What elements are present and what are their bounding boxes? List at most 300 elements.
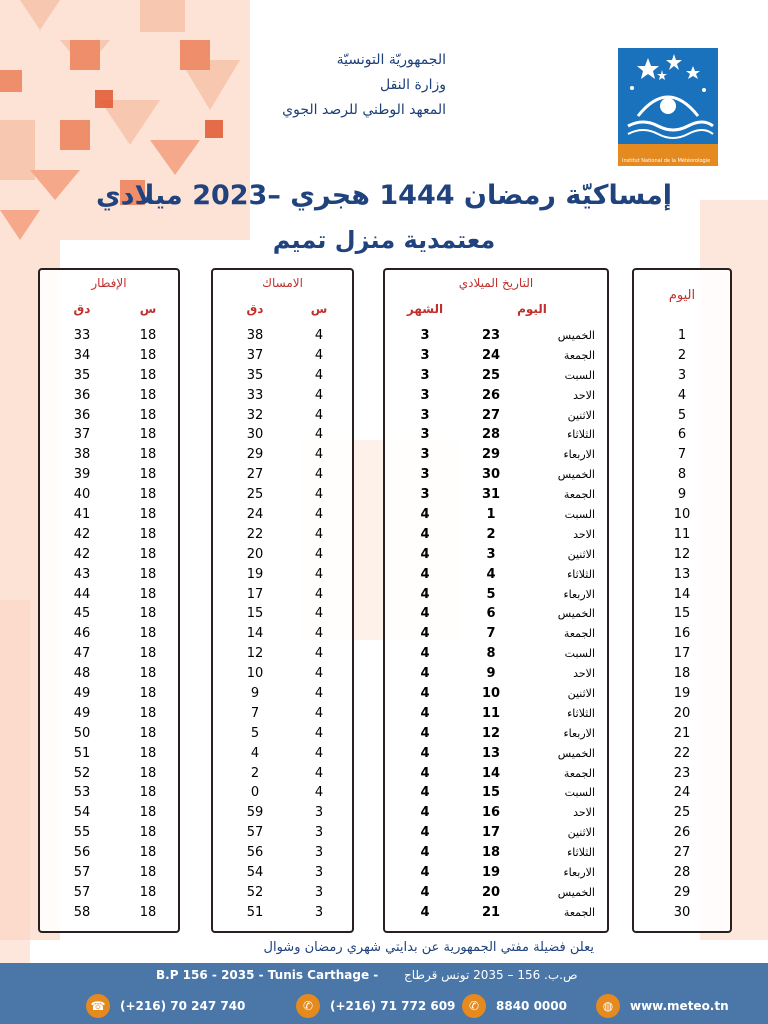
day-number: 6 [677,427,687,443]
day-number: 17 [673,646,691,662]
iftar-hour: 18 [139,626,157,642]
date-day: 23 [481,328,501,343]
date-month: 4 [420,805,430,821]
imsak-minute: 17 [246,586,264,602]
imsak-minute: 38 [246,328,264,343]
imsak-minute: 30 [246,427,264,443]
iftar-hour: 18 [139,845,157,861]
logo-caption: Institut National de la Météorologie [622,158,711,164]
day-number: 24 [673,785,691,801]
imsak-hour: 3 [314,884,324,900]
imsak-row [213,744,352,764]
date-month: 3 [420,427,430,443]
day-number: 11 [673,526,691,542]
page-title: إمساكيّة رمضان 1444 هجري –2023 ميلادي [95,180,673,211]
iftar-minute: 35 [73,367,91,383]
date-day: 2 [486,526,496,542]
iftar-minute: 45 [73,606,91,622]
gregorian-date-column [383,268,609,933]
date-month: 4 [420,845,430,861]
date-day: 31 [481,487,501,503]
day-name: السبت [564,508,595,522]
date-row [385,505,607,525]
date-row [385,823,607,843]
iftar-row [40,883,178,903]
imsak-hour: 4 [314,626,324,642]
day-name: الاحد [573,527,595,541]
imsak-hour: 4 [314,367,324,383]
iftar-minute: 53 [73,785,91,801]
date-month: 4 [420,606,430,622]
date-month-subheader: الشهر [406,302,444,316]
date-row [385,664,607,684]
imsak-hour: 4 [314,507,324,523]
imsak-row [213,783,352,803]
day-name: الاربعاء [563,726,595,740]
date-day: 27 [481,407,501,423]
date-day: 1 [486,507,496,523]
imsak-minute: 9 [250,686,260,702]
date-day-subheader: اليوم [517,302,547,316]
date-row [385,346,607,366]
imsak-row [213,505,352,525]
date-month: 4 [420,765,430,781]
day-name: الجمعة [563,905,595,919]
website-item[interactable] [596,993,729,1019]
day-name: الخميس [557,607,595,621]
imsak-minute: 37 [246,347,264,363]
iftar-row [40,903,178,923]
hotline-icon: ✆ [462,994,486,1018]
imsak-row [213,326,352,346]
imsak-hour: 4 [314,447,324,463]
date-month: 3 [420,407,430,423]
day-number: 12 [673,546,691,562]
imsak-rows [213,326,352,923]
iftar-minute: 42 [73,546,91,562]
website-link[interactable]: www.meteo.tn [630,999,729,1013]
day-number: 19 [673,686,691,702]
iftar-hour: 18 [139,586,157,602]
imsak-hour: 4 [314,586,324,602]
imsak-minute: 29 [246,447,264,463]
day-name: الاثنين [567,826,595,840]
date-row [385,903,607,923]
imsak-hour: 4 [314,785,324,801]
date-day: 15 [481,785,501,801]
imsak-row [213,704,352,724]
iftar-minute: 44 [73,586,91,602]
date-row [385,545,607,565]
imsak-minute: 10 [246,666,264,682]
country-name: الجمهوريّة التونسيّة [336,52,446,68]
date-row [385,525,607,545]
date-row [385,724,607,744]
iftar-hour: 18 [139,566,157,582]
iftar-column [38,268,180,933]
imsak-minute-subheader: دق [246,302,264,316]
imsak-minute: 7 [250,705,260,721]
date-day: 16 [481,805,501,821]
day-name: الاربعاء [563,587,595,601]
day-name: الخميس [557,885,595,899]
iftar-hour: 18 [139,328,157,343]
day-name: الاربعاء [563,866,595,880]
logo-strip [618,144,718,166]
day-number: 9 [677,487,687,503]
date-day: 5 [486,586,496,602]
iftar-hour: 18 [139,646,157,662]
iftar-hour: 18 [139,447,157,463]
day-number: 2 [677,347,687,363]
iftar-minute: 57 [73,865,91,881]
imsak-minute: 0 [250,785,260,801]
iftar-minute: 54 [73,805,91,821]
imsak-minute: 2 [250,765,260,781]
imsak-minute: 25 [246,487,264,503]
imsak-hour: 4 [314,487,324,503]
imsak-row [213,823,352,843]
iftar-minute: 48 [73,666,91,682]
imsak-row [213,644,352,664]
date-row [385,445,607,465]
date-row [385,863,607,883]
date-month: 4 [420,785,430,801]
day-number: 28 [673,865,691,881]
date-row [385,326,607,346]
day-name: الاثنين [567,547,595,561]
date-month: 4 [420,546,430,562]
address-latin: B.P 156 - 2035 - Tunis Carthage - [156,968,379,982]
date-row [385,883,607,903]
date-month: 4 [420,904,430,920]
date-day: 24 [481,347,501,363]
iftar-hour: 18 [139,725,157,741]
iftar-hour: 18 [139,507,157,523]
imsak-hour: 3 [314,865,324,881]
day-name: السبت [564,647,595,661]
imsak-row [213,525,352,545]
date-row [385,425,607,445]
iftar-minute: 56 [73,845,91,861]
date-day: 7 [486,626,496,642]
hotline-number: 8840 0000 [496,999,567,1013]
iftar-header: الإفطار [91,276,127,290]
iftar-hour: 18 [139,884,157,900]
iftar-hour: 18 [139,666,157,682]
imsak-minute: 15 [246,606,264,622]
imsak-minute: 22 [246,526,264,542]
day-name: الاثنين [567,687,595,701]
day-number-column [632,268,732,933]
date-month: 4 [420,686,430,702]
imsak-row [213,863,352,883]
date-row [385,565,607,585]
iftar-hour: 18 [139,765,157,781]
date-day: 17 [481,825,501,841]
date-day: 13 [481,745,501,761]
day-name: الجمعة [563,488,595,502]
imsak-hour: 4 [314,705,324,721]
iftar-minute: 49 [73,686,91,702]
imsak-minute: 35 [246,367,264,383]
date-row [385,744,607,764]
iftar-minute: 37 [73,427,91,443]
iftar-row [40,783,178,803]
day-number: 26 [673,825,691,841]
imsak-minute: 27 [246,467,264,483]
iftar-hour: 18 [139,785,157,801]
globe-icon: ◍ [596,994,620,1018]
day-name: الثلاثاء [567,706,595,720]
imsak-row [213,545,352,565]
iftar-row [40,406,178,426]
date-month: 4 [420,825,430,841]
imsak-minute: 5 [250,725,260,741]
iftar-row [40,505,178,525]
date-day: 26 [481,387,501,403]
day-name: السبت [564,786,595,800]
date-row [385,406,607,426]
imsak-minute: 51 [246,904,264,920]
date-row [385,465,607,485]
iftar-row [40,604,178,624]
day-number: 8 [677,467,687,483]
date-day: 14 [481,765,501,781]
imsak-row [213,386,352,406]
institute-logo [618,48,718,166]
iftar-row [40,525,178,545]
date-month: 4 [420,526,430,542]
iftar-minute: 55 [73,825,91,841]
imsak-hour-subheader: س [310,302,328,316]
phone-item [296,993,455,1019]
imsak-row [213,664,352,684]
imsak-row [213,465,352,485]
imsak-hour: 4 [314,646,324,662]
day-number: 15 [673,606,691,622]
iftar-row [40,863,178,883]
day-number: 13 [673,566,691,582]
iftar-row [40,386,178,406]
imsak-hour: 4 [314,347,324,363]
imsak-row [213,604,352,624]
iftar-row [40,664,178,684]
imsak-hour: 4 [314,467,324,483]
day-number: 29 [673,884,691,900]
iftar-row [40,843,178,863]
day-name: السبت [564,368,595,382]
day-number: 3 [677,367,687,383]
iftar-hour: 18 [139,407,157,423]
iftar-hour: 18 [139,686,157,702]
day-name: الخميس [557,746,595,760]
iftar-minute: 57 [73,884,91,900]
date-day: 4 [486,566,496,582]
iftar-minute: 33 [73,328,91,343]
day-name: الثلاثاء [567,567,595,581]
imsak-minute: 56 [246,845,264,861]
iftar-hour: 18 [139,805,157,821]
imsak-minute: 33 [246,387,264,403]
iftar-row [40,545,178,565]
day-number: 4 [677,387,687,403]
iftar-hour: 18 [139,526,157,542]
institute-name: المعهد الوطني للرصد الجوي [282,102,446,118]
day-number: 27 [673,845,691,861]
day-number: 30 [673,904,691,920]
imsak-hour: 4 [314,387,324,403]
date-day: 25 [481,367,501,383]
imsak-row [213,883,352,903]
date-month: 4 [420,566,430,582]
date-month: 3 [420,367,430,383]
iftar-hour: 18 [139,387,157,403]
day-name: الاثنين [567,408,595,422]
address-arabic: ص.ب. 156 – 2035 تونس قرطاج [404,968,578,982]
date-month: 4 [420,745,430,761]
iftar-row [40,366,178,386]
imsak-hour: 4 [314,427,324,443]
date-day: 3 [486,546,496,562]
fax-item [86,993,245,1019]
imsak-row [213,684,352,704]
day-number: 14 [673,586,691,602]
iftar-minute: 47 [73,646,91,662]
date-month: 3 [420,467,430,483]
date-month: 4 [420,626,430,642]
date-day: 19 [481,865,501,881]
date-day: 28 [481,427,501,443]
announcement-note: يعلن فضيلة مفتي الجمهورية عن بدايتي شهري رمضان وشوال [263,940,594,955]
hotline-item [462,993,567,1019]
iftar-minute: 41 [73,507,91,523]
imsak-row [213,366,352,386]
date-row [385,704,607,724]
imsak-row [213,425,352,445]
imsak-minute: 54 [246,865,264,881]
iftar-row [40,346,178,366]
iftar-hour: 18 [139,745,157,761]
iftar-row [40,465,178,485]
imsak-row [213,843,352,863]
date-row [385,783,607,803]
date-month: 3 [420,447,430,463]
iftar-minute: 42 [73,526,91,542]
iftar-hour: 18 [139,367,157,383]
imsak-minute: 4 [250,745,260,761]
date-month: 4 [420,725,430,741]
date-row [385,764,607,784]
imsak-hour: 4 [314,725,324,741]
date-row [385,803,607,823]
date-day: 10 [481,686,501,702]
date-month: 4 [420,666,430,682]
imsak-hour: 3 [314,904,324,920]
phone-icon: ✆ [296,994,320,1018]
day-number: 10 [673,507,691,523]
iftar-hour: 18 [139,904,157,920]
imsak-hour: 4 [314,546,324,562]
iftar-hour: 18 [139,347,157,363]
header-text [282,48,446,123]
date-month: 3 [420,487,430,503]
imsak-minute: 20 [246,546,264,562]
imsak-minute: 52 [246,884,264,900]
day-name: الاحد [573,667,595,681]
iftar-hour: 18 [139,467,157,483]
phone-number: (+216) 71 772 609 [330,999,456,1013]
iftar-minute: 39 [73,467,91,483]
iftar-minute: 51 [73,745,91,761]
iftar-row [40,585,178,605]
iftar-hour: 18 [139,705,157,721]
day-name: الجمعة [563,766,595,780]
imsak-minute: 19 [246,566,264,582]
date-day: 11 [481,705,501,721]
imsak-row [213,346,352,366]
iftar-minute-subheader: دق [73,302,91,316]
fax-number: (+216) 70 247 740 [120,999,246,1013]
imsak-row [213,485,352,505]
iftar-row [40,724,178,744]
date-day: 20 [481,884,501,900]
imsak-hour: 3 [314,845,324,861]
day-number: 23 [673,765,691,781]
day-name: الاحد [573,806,595,820]
imsak-row [213,445,352,465]
imsak-column [211,268,354,933]
imsak-hour: 4 [314,407,324,423]
date-day: 9 [486,666,496,682]
date-month: 4 [420,507,430,523]
iftar-hour: 18 [139,865,157,881]
day-number: 1 [677,328,687,343]
iftar-hour: 18 [139,427,157,443]
imsak-row [213,903,352,923]
date-month: 3 [420,387,430,403]
date-month: 3 [420,347,430,363]
footer-bar [0,963,768,1024]
date-row [385,604,607,624]
imsak-minute: 57 [246,825,264,841]
imsak-minute: 24 [246,507,264,523]
date-day: 21 [481,904,501,920]
imsak-row [213,764,352,784]
date-row [385,585,607,605]
iftar-minute: 38 [73,447,91,463]
iftar-row [40,485,178,505]
day-name: الخميس [557,468,595,482]
gregorian-date-header: التاريخ الميلادي [458,276,534,290]
date-row [385,624,607,644]
date-day: 6 [486,606,496,622]
iftar-hour: 18 [139,487,157,503]
date-month: 4 [420,865,430,881]
iftar-row [40,684,178,704]
iftar-minute: 36 [73,387,91,403]
imsak-row [213,565,352,585]
imsak-hour: 3 [314,825,324,841]
date-rows [385,326,607,923]
date-month: 4 [420,586,430,602]
imsak-row [213,803,352,823]
imsak-minute: 59 [246,805,264,821]
iftar-minute: 50 [73,725,91,741]
iftar-minute: 34 [73,347,91,363]
date-row [385,843,607,863]
iftar-minute: 40 [73,487,91,503]
